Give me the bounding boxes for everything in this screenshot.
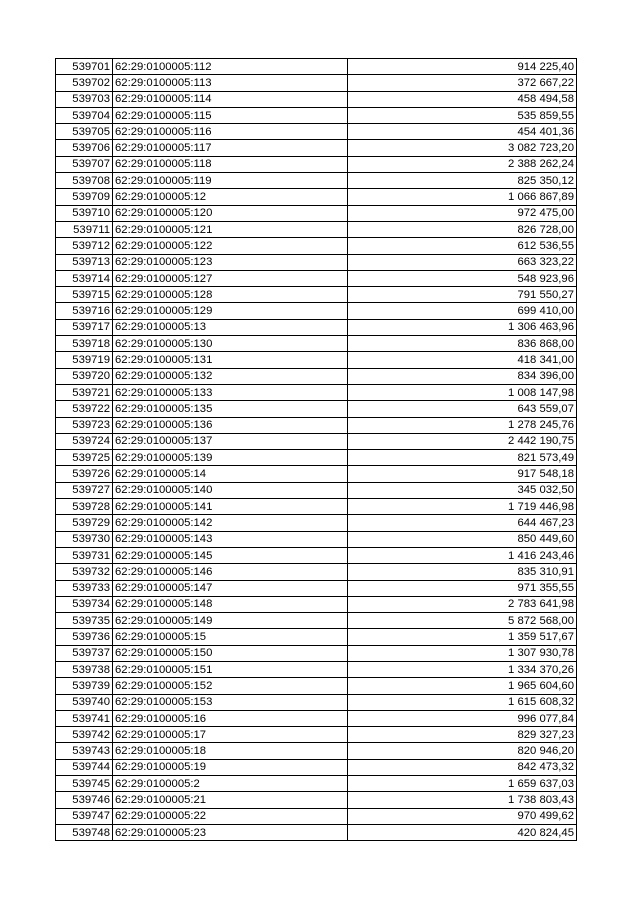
cadastral-number-cell: 62:29:0100005:145 — [113, 547, 348, 563]
cadastral-value-cell: 971 355,55 — [348, 580, 577, 596]
cadastral-value-cell: 454 401,36 — [348, 124, 577, 140]
table-row — [56, 91, 577, 107]
cadastral-value-cell: 820 946,20 — [348, 743, 577, 759]
table-row — [56, 710, 577, 726]
cadastral-value-cell: 2 388 262,24 — [348, 156, 577, 172]
row-id-cell: 539711 — [56, 221, 113, 237]
table-row — [56, 547, 577, 563]
row-id-cell: 539740 — [56, 694, 113, 710]
cadastral-value-cell: 1 615 608,32 — [348, 694, 577, 710]
cadastral-number-cell: 62:29:0100005:127 — [113, 270, 348, 286]
table-row — [56, 75, 577, 91]
cadastral-number-cell: 62:29:0100005:12 — [113, 189, 348, 205]
row-id-cell: 539712 — [56, 238, 113, 254]
row-id-cell: 539745 — [56, 776, 113, 792]
row-id-cell: 539713 — [56, 254, 113, 270]
cadastral-value-cell: 1 719 446,98 — [348, 499, 577, 515]
table-row — [56, 433, 577, 449]
table-row — [56, 613, 577, 629]
cadastral-value-cell: 644 467,23 — [348, 515, 577, 531]
cadastral-number-cell: 62:29:0100005:129 — [113, 303, 348, 319]
cadastral-number-cell: 62:29:0100005:130 — [113, 336, 348, 352]
cadastral-number-cell: 62:29:0100005:21 — [113, 792, 348, 808]
table-row — [56, 173, 577, 189]
row-id-cell: 539705 — [56, 124, 113, 140]
cadastral-value-cell: 972 475,00 — [348, 205, 577, 221]
cadastral-value-cell: 1 738 803,43 — [348, 792, 577, 808]
cadastral-value-cell: 1 066 867,89 — [348, 189, 577, 205]
cadastral-number-cell: 62:29:0100005:151 — [113, 661, 348, 677]
row-id-cell: 539709 — [56, 189, 113, 205]
cadastral-number-cell: 62:29:0100005:147 — [113, 580, 348, 596]
cadastral-value-cell: 914 225,40 — [348, 59, 577, 75]
cadastral-value-cell: 2 783 641,98 — [348, 596, 577, 612]
table-row — [56, 580, 577, 596]
row-id-cell: 539732 — [56, 564, 113, 580]
cadastral-number-cell: 62:29:0100005:122 — [113, 238, 348, 254]
cadastral-number-cell: 62:29:0100005:143 — [113, 531, 348, 547]
document-page — [55, 58, 577, 841]
table-row — [56, 564, 577, 580]
cadastral-number-cell: 62:29:0100005:150 — [113, 645, 348, 661]
row-id-cell: 539737 — [56, 645, 113, 661]
cadastral-number-cell: 62:29:0100005:114 — [113, 91, 348, 107]
table-row — [56, 287, 577, 303]
cadastral-number-cell: 62:29:0100005:23 — [113, 824, 348, 840]
table-row — [56, 189, 577, 205]
cadastral-number-cell: 62:29:0100005:136 — [113, 417, 348, 433]
cadastral-value-cell: 917 548,18 — [348, 466, 577, 482]
cadastral-number-cell: 62:29:0100005:19 — [113, 759, 348, 775]
cadastral-value-cell: 458 494,58 — [348, 91, 577, 107]
table-row — [56, 205, 577, 221]
row-id-cell: 539720 — [56, 368, 113, 384]
cadastral-number-cell: 62:29:0100005:137 — [113, 433, 348, 449]
row-id-cell: 539702 — [56, 75, 113, 91]
cadastral-value-cell: 834 396,00 — [348, 368, 577, 384]
row-id-cell: 539710 — [56, 205, 113, 221]
cadastral-value-cell: 836 868,00 — [348, 336, 577, 352]
cadastral-value-cell: 1 307 930,78 — [348, 645, 577, 661]
cadastral-number-cell: 62:29:0100005:118 — [113, 156, 348, 172]
cadastral-number-cell: 62:29:0100005:142 — [113, 515, 348, 531]
table-row — [56, 124, 577, 140]
row-id-cell: 539714 — [56, 270, 113, 286]
table-row — [56, 824, 577, 840]
row-id-cell: 539748 — [56, 824, 113, 840]
cadastral-number-cell: 62:29:0100005:133 — [113, 384, 348, 400]
table-row — [56, 107, 577, 123]
row-id-cell: 539726 — [56, 466, 113, 482]
row-id-cell: 539725 — [56, 450, 113, 466]
table-row — [56, 156, 577, 172]
cadastral-value-cell: 535 859,55 — [348, 107, 577, 123]
row-id-cell: 539746 — [56, 792, 113, 808]
table-row — [56, 531, 577, 547]
cadastral-value-cell: 345 032,50 — [348, 482, 577, 498]
row-id-cell: 539727 — [56, 482, 113, 498]
cadastral-value-cell: 1 659 637,03 — [348, 776, 577, 792]
cadastral-number-cell: 62:29:0100005:115 — [113, 107, 348, 123]
cadastral-number-cell: 62:29:0100005:135 — [113, 401, 348, 417]
table-row — [56, 727, 577, 743]
cadastral-value-cell: 3 082 723,20 — [348, 140, 577, 156]
table-row — [56, 466, 577, 482]
cadastral-value-cell: 372 667,22 — [348, 75, 577, 91]
cadastral-number-cell: 62:29:0100005:18 — [113, 743, 348, 759]
table-row — [56, 238, 577, 254]
cadastral-value-cell: 2 442 190,75 — [348, 433, 577, 449]
cadastral-number-cell: 62:29:0100005:117 — [113, 140, 348, 156]
table-row — [56, 450, 577, 466]
cadastral-number-cell: 62:29:0100005:120 — [113, 205, 348, 221]
cadastral-number-cell: 62:29:0100005:123 — [113, 254, 348, 270]
table-row — [56, 499, 577, 515]
row-id-cell: 539715 — [56, 287, 113, 303]
cadastral-value-cell: 1 965 604,60 — [348, 678, 577, 694]
cadastral-number-cell: 62:29:0100005:119 — [113, 173, 348, 189]
cadastral-value-cell: 850 449,60 — [348, 531, 577, 547]
cadastral-number-cell: 62:29:0100005:14 — [113, 466, 348, 482]
row-id-cell: 539717 — [56, 319, 113, 335]
row-id-cell: 539724 — [56, 433, 113, 449]
cadastral-value-cell: 663 323,22 — [348, 254, 577, 270]
cadastral-number-cell: 62:29:0100005:113 — [113, 75, 348, 91]
cadastral-value-cell: 829 327,23 — [348, 727, 577, 743]
row-id-cell: 539722 — [56, 401, 113, 417]
table-row — [56, 661, 577, 677]
cadastral-value-cell: 699 410,00 — [348, 303, 577, 319]
cadastral-number-cell: 62:29:0100005:140 — [113, 482, 348, 498]
table-row — [56, 352, 577, 368]
cadastral-value-cell: 5 872 568,00 — [348, 613, 577, 629]
row-id-cell: 539706 — [56, 140, 113, 156]
cadastral-number-cell: 62:29:0100005:132 — [113, 368, 348, 384]
cadastral-number-cell: 62:29:0100005:148 — [113, 596, 348, 612]
table-row — [56, 678, 577, 694]
cadastral-value-cell: 821 573,49 — [348, 450, 577, 466]
cadastral-value-cell: 643 559,07 — [348, 401, 577, 417]
table-row — [56, 482, 577, 498]
row-id-cell: 539743 — [56, 743, 113, 759]
table-row — [56, 59, 577, 75]
table-row — [56, 384, 577, 400]
cadastral-number-cell: 62:29:0100005:146 — [113, 564, 348, 580]
row-id-cell: 539701 — [56, 59, 113, 75]
table-row — [56, 596, 577, 612]
row-id-cell: 539704 — [56, 107, 113, 123]
row-id-cell: 539742 — [56, 727, 113, 743]
table-row — [56, 319, 577, 335]
cadastral-value-cell: 1 278 245,76 — [348, 417, 577, 433]
cadastral-value-cell: 612 536,55 — [348, 238, 577, 254]
cadastral-number-cell: 62:29:0100005:149 — [113, 613, 348, 629]
table-row — [56, 808, 577, 824]
table-row — [56, 140, 577, 156]
table-row — [56, 629, 577, 645]
table-row — [56, 221, 577, 237]
cadastral-number-cell: 62:29:0100005:22 — [113, 808, 348, 824]
cadastral-number-cell: 62:29:0100005:153 — [113, 694, 348, 710]
row-id-cell: 539730 — [56, 531, 113, 547]
cadastral-number-cell: 62:29:0100005:141 — [113, 499, 348, 515]
cadastral-number-cell: 62:29:0100005:16 — [113, 710, 348, 726]
cadastral-value-cell: 825 350,12 — [348, 173, 577, 189]
cadastral-value-cell: 826 728,00 — [348, 221, 577, 237]
cadastral-value-cell: 548 923,96 — [348, 270, 577, 286]
row-id-cell: 539723 — [56, 417, 113, 433]
cadastral-number-cell: 62:29:0100005:13 — [113, 319, 348, 335]
cadastral-value-cell: 842 473,32 — [348, 759, 577, 775]
row-id-cell: 539739 — [56, 678, 113, 694]
row-id-cell: 539716 — [56, 303, 113, 319]
row-id-cell: 539747 — [56, 808, 113, 824]
cadastral-number-cell: 62:29:0100005:2 — [113, 776, 348, 792]
cadastral-value-cell: 1 359 517,67 — [348, 629, 577, 645]
row-id-cell: 539708 — [56, 173, 113, 189]
table-row — [56, 694, 577, 710]
table-row — [56, 303, 577, 319]
table-row — [56, 776, 577, 792]
row-id-cell: 539729 — [56, 515, 113, 531]
row-id-cell: 539719 — [56, 352, 113, 368]
row-id-cell: 539718 — [56, 336, 113, 352]
row-id-cell: 539734 — [56, 596, 113, 612]
table-row — [56, 515, 577, 531]
cadastral-value-cell: 1 008 147,98 — [348, 384, 577, 400]
row-id-cell: 539738 — [56, 661, 113, 677]
table-row — [56, 270, 577, 286]
cadastral-number-cell: 62:29:0100005:116 — [113, 124, 348, 140]
table-row — [56, 792, 577, 808]
table-row — [56, 759, 577, 775]
cadastral-number-cell: 62:29:0100005:139 — [113, 450, 348, 466]
table-row — [56, 645, 577, 661]
row-id-cell: 539741 — [56, 710, 113, 726]
table-row — [56, 254, 577, 270]
table-body — [56, 59, 577, 841]
row-id-cell: 539744 — [56, 759, 113, 775]
row-id-cell: 539728 — [56, 499, 113, 515]
table-row — [56, 368, 577, 384]
cadastral-value-cell: 1 306 463,96 — [348, 319, 577, 335]
row-id-cell: 539736 — [56, 629, 113, 645]
cadastral-value-cell: 1 334 370,26 — [348, 661, 577, 677]
cadastral-value-cell: 1 416 243,46 — [348, 547, 577, 563]
cadastral-value-cell: 418 341,00 — [348, 352, 577, 368]
cadastral-number-cell: 62:29:0100005:15 — [113, 629, 348, 645]
cadastral-number-cell: 62:29:0100005:131 — [113, 352, 348, 368]
cadastral-number-cell: 62:29:0100005:121 — [113, 221, 348, 237]
cadastral-number-cell: 62:29:0100005:128 — [113, 287, 348, 303]
row-id-cell: 539721 — [56, 384, 113, 400]
table-row — [56, 401, 577, 417]
cadastral-number-cell: 62:29:0100005:112 — [113, 59, 348, 75]
cadastral-number-cell: 62:29:0100005:17 — [113, 727, 348, 743]
table-row — [56, 417, 577, 433]
cadastral-number-cell: 62:29:0100005:152 — [113, 678, 348, 694]
cadastral-value-cell: 791 550,27 — [348, 287, 577, 303]
cadastral-value-table — [55, 58, 577, 841]
table-row — [56, 743, 577, 759]
cadastral-value-cell: 996 077,84 — [348, 710, 577, 726]
row-id-cell: 539703 — [56, 91, 113, 107]
row-id-cell: 539735 — [56, 613, 113, 629]
cadastral-value-cell: 835 310,91 — [348, 564, 577, 580]
table-row — [56, 336, 577, 352]
cadastral-value-cell: 420 824,45 — [348, 824, 577, 840]
row-id-cell: 539733 — [56, 580, 113, 596]
cadastral-value-cell: 970 499,62 — [348, 808, 577, 824]
row-id-cell: 539707 — [56, 156, 113, 172]
row-id-cell: 539731 — [56, 547, 113, 563]
